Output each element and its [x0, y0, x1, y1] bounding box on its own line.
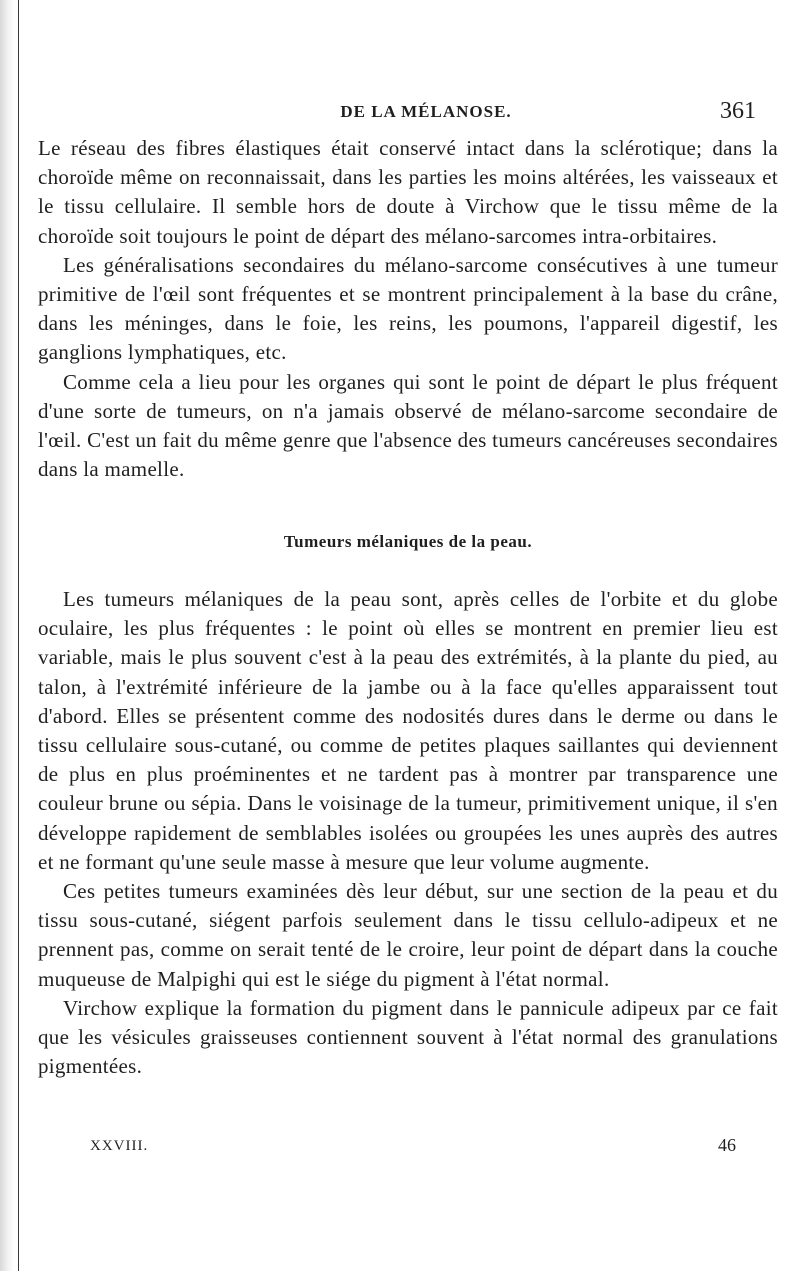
- running-head: [96, 98, 756, 128]
- signature-mark: XXVIII.: [90, 1138, 149, 1154]
- paragraph: Le réseau des fibres élastiques était conservé intact dans la sclérotique; dans la choroïde même on reconnaissait, dans les parties les moins altérées, les vaisseaux et le tissu cellulaire. Il semble hors de doute à Virchow que le tissu même de la choroïde soit toujours le point de départ des mélano-sarcomes intra-orbitaires.: [38, 136, 778, 248]
- section-heading: Tumeurs mélaniques de la peau.: [283, 532, 533, 551]
- paragraph: Les généralisations secondaires du mélano-sarcome consécutives à une tumeur primitive de l'œil sont fréquentes et se montrent principalement à la base du crâne, dans les méninges, dans le foie, les reins, les poumons, l'appareil digestif, les ganglions lymphatiques, etc.: [38, 252, 778, 365]
- paragraph: Les tumeurs mélaniques de la peau sont, après celles de l'orbite et du globe oculaire, les plus fréquentes : le point où elles se montrent en premier lieu est variable, mais le plus souvent c'est à la peau des extrémités, à la plante du pied, au talon, à l'extrémité inférieure de la jambe ou à la face qu'elles apparaissent tout d'abord. Elles se présentent comme des nodosités dures dans le derme ou dans le tissu cellulaire sous-cutané, ou comme de petites plaques saillantes qui deviennent de plus en plus proéminentes et ne tardent pas à montrer par transparence une couleur brune ou sépia. Dans le voisinage de la tumeur, primitivement unique, il s'en développe rapidement de semblables isolées ou groupées les unes auprès des autres et ne formant qu'une seule masse à mesure que leur volume augmente.: [38, 587, 778, 874]
- page-edge-line: [18, 0, 19, 1271]
- paragraph: Virchow explique la formation du pigment dans le pannicule adipeux par ce fait que les vésicules graisseuses contiennent souvent à l'état normal des granulations pigmentées.: [38, 995, 778, 1079]
- text-block-before-heading: [38, 134, 778, 484]
- page-binding-shadow: [0, 0, 14, 1271]
- page-number: 361: [720, 98, 756, 124]
- paragraph: Ces petites tumeurs examinées dès leur début, sur une section de la peau et du tissu sous-cutané, siégent parfois seulement dans le tissu cellulo-adipeux et ne prennent pas, comme on serait tenté de le croire, leur point de départ dans la couche muqueuse de Malpighi qui est le siége du pigment à l'état normal.: [38, 879, 778, 991]
- text-block-after-heading: [38, 585, 778, 1081]
- paragraph: Comme cela a lieu pour les organes qui sont le point de départ le plus fréquent d'une sorte de tumeurs, on n'a jamais observé de mélano-sarcome secondaire de l'œil. C'est un fait du même genre que l'absence des tumeurs cancéreuses secondaires dans la mamelle.: [38, 369, 778, 482]
- sheet-number: 46: [718, 1135, 736, 1155]
- running-head-title: DE LA MÉLANOSE.: [340, 102, 512, 121]
